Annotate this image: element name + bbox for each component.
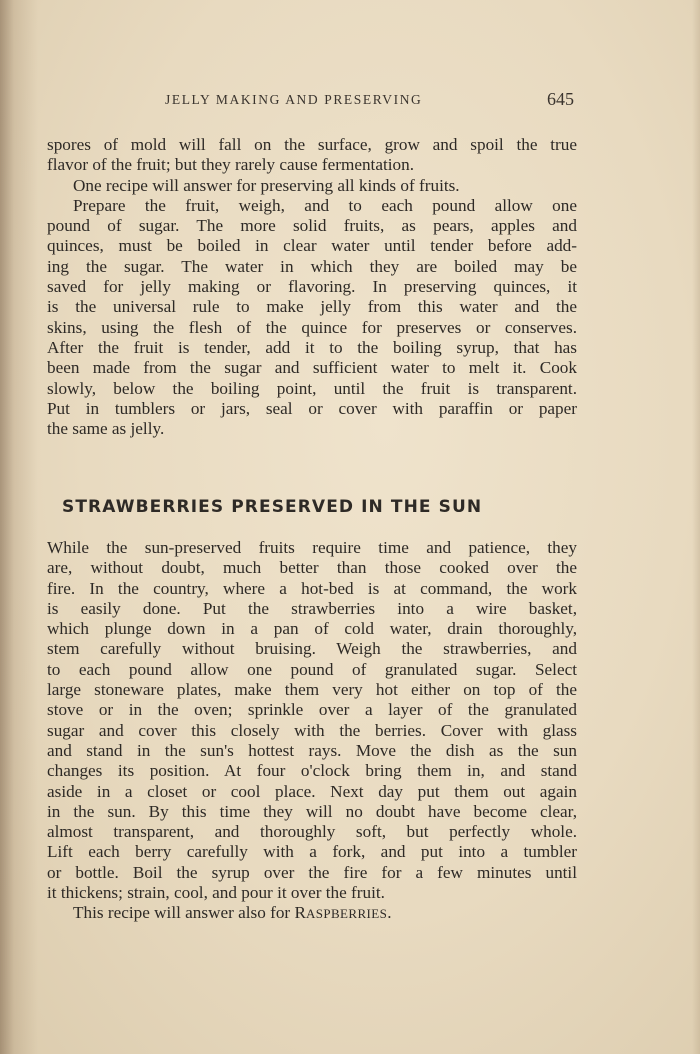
- section-heading: STRAWBERRIES PRESERVED IN THE SUN: [62, 497, 483, 517]
- text-block-intro: [47, 135, 577, 439]
- text-line: One recipe will answer for preserving all kinds of fruits.: [73, 175, 460, 195]
- text-line: Put in tumblers or jars, seal or cover with paraffin or paper: [47, 398, 577, 418]
- text-line: flavor of the fruit; but they rarely cause fermentation.: [47, 155, 414, 175]
- text-line: which plunge down in a pan of cold water, drain thoroughly,: [47, 619, 577, 639]
- page-number: 645: [547, 89, 574, 109]
- small-caps-rest: ASPBERRIES: [305, 906, 388, 922]
- text-line: it thickens; strain, cool, and pour it over the fruit.: [47, 883, 385, 903]
- text-line: are, without doubt, much better than those cooked over the: [47, 558, 577, 578]
- text-line: in the sun. By this time they will no doubt have become clear,: [47, 801, 577, 821]
- text-line: or bottle. Boil the syrup over the fire for a few minutes until: [47, 862, 577, 882]
- text-line: the same as jelly.: [47, 419, 165, 439]
- text-line: spores of mold will fall on the surface, grow and spoil the true: [47, 135, 577, 154]
- text-line: been made from the sugar and sufficient water to melt it. Cook: [47, 358, 577, 378]
- final-line-suffix: .: [387, 903, 392, 923]
- text-block-recipe: [47, 538, 577, 924]
- text-line: is the universal rule to make jelly from this water and the: [47, 297, 577, 317]
- text-line: sugar and cover this closely with the berries. Cover with glass: [47, 720, 577, 740]
- text-line: and stand in the sun's hottest rays. Move the dish as the sun: [47, 740, 577, 760]
- running-title: JELLY MAKING AND PRESERVING: [165, 92, 423, 107]
- text-line: stove or in the oven; sprinkle over a layer of the granulated: [47, 700, 577, 720]
- text-line: almost transparent, and thoroughly soft, but perfectly whole.: [47, 822, 577, 842]
- text-line: Lift each berry carefully with a fork, and put into a tumbler: [47, 842, 577, 862]
- text-line: aside in a closet or cool place. Next day put them out again: [47, 781, 577, 801]
- small-caps-initial: R: [294, 903, 306, 923]
- text-line: After the fruit is tender, add it to the boiling syrup, that has: [47, 337, 577, 357]
- text-line: fire. In the country, where a hot-bed is at command, the work: [47, 578, 577, 598]
- text-line: ing the sugar. The water in which they are boiled may be: [47, 256, 577, 276]
- text-line: stem carefully without bruising. Weigh the strawberries, and: [47, 639, 577, 659]
- text-line: saved for jelly making or flavoring. In preserving quinces, it: [47, 277, 577, 297]
- text-line: Prepare the fruit, weigh, and to each pound allow one: [73, 195, 577, 215]
- text-line: slowly, below the boiling point, until the fruit is transparent.: [47, 378, 577, 398]
- text-line: quinces, must be boiled in clear water until tender before add-: [47, 236, 577, 256]
- page-edge-shadow: [692, 0, 700, 1054]
- text-line: While the sun-preserved fruits require time and patience, they: [47, 538, 577, 557]
- text-line: is easily done. Put the strawberries into a wire basket,: [47, 598, 577, 618]
- text-line: pound of sugar. The more solid fruits, as pears, apples and: [47, 216, 577, 236]
- final-line-prefix: This recipe will answer also for: [73, 903, 295, 923]
- text-line: large stoneware plates, make them very hot either on top of the: [47, 680, 577, 700]
- text-line: to each pound allow one pound of granulated sugar. Select: [47, 659, 577, 679]
- text-line: changes its position. At four o'clock bring them in, and stand: [47, 761, 577, 781]
- text-line: skins, using the flesh of the quince for preserves or conserves.: [47, 317, 577, 337]
- final-text-line: [47, 903, 577, 923]
